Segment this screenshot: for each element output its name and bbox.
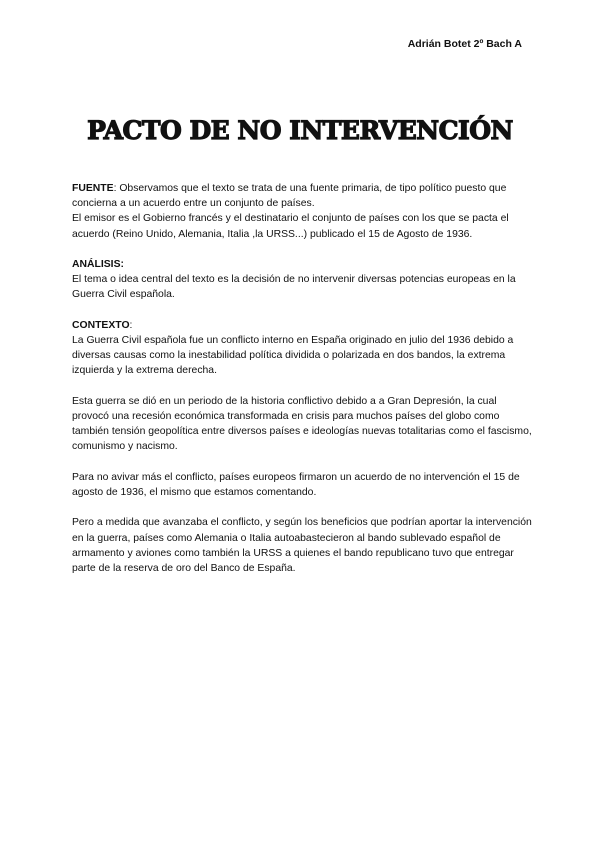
contexto-heading: CONTEXTO: [72, 319, 130, 331]
fuente-paragraph: [72, 181, 534, 211]
document-title: PACTO DE NO INTERVENCIÓN: [87, 116, 513, 145]
contexto-paragraph: Para no avivar más el conflicto, países europeos firmaron un acuerdo de no intervención el 15 de agosto de 1936, el mismo que estamos comentando.: [72, 471, 520, 498]
analisis-heading: ANÁLISIS:: [72, 259, 124, 270]
document-body: [72, 181, 534, 591]
paragraph-gap: [72, 379, 534, 394]
paragraph-gap: [72, 455, 534, 470]
analisis-text: El tema o idea central del texto es la decisión de no intervenir diversas potencias europeas en la Guerra Civil española.: [72, 274, 516, 301]
contexto-heading-line: [72, 318, 534, 333]
contexto-paragraph: Esta guerra se dió en un periodo de la historia conflictivo debido a a Gran Depresión, la cual provocó una recesión económica transformada en crisis para muchos países del globo como también tensión geopolítica entre diversos países e ideologías nuevas totalitarias como el fascismo, comunismo y nacismo.: [72, 395, 532, 453]
fuente-paragraph-2: El emisor es el Gobierno francés y el destinatario el conjunto de países con los que se pacta el acuerdo (Reino Unido, Alemania, Italia ,la URSS...) publicado el 15 de Agosto de 1936.: [72, 213, 509, 240]
section-analisis: [72, 257, 534, 303]
contexto-heading-suffix: :: [129, 319, 133, 331]
author-line: Adrián Botet 2º Bach A: [407, 38, 522, 50]
fuente-heading: FUENTE: [72, 183, 114, 194]
contexto-paragraph: Pero a medida que avanzaba el conflicto, y según los beneficios que podrían aportar la intervención en la guerra, países como Alemania o Italia autoabastecieron al bando sublevado español de armamento y aviones como también la URSS a quienes el bando republicano tuvo que entregar parte de la reserva de oro del Banco de España.: [72, 517, 532, 574]
paragraph-gap: [72, 500, 534, 515]
contexto-paragraph: La Guerra Civil española fue un conflicto interno en España originado en julio del 1936 debido a diversas causas como la inestabilidad política dividida o polarizada en dos bandos, la extrema izquierda y la extrema derecha.: [72, 335, 514, 377]
section-fuente: [72, 181, 534, 242]
fuente-text: : Observamos que el texto se trata de una fuente primaria, de tipo político puesto que concierna a un acuerdo entre un conjunto de países.: [72, 183, 507, 210]
section-contexto: [72, 318, 534, 576]
